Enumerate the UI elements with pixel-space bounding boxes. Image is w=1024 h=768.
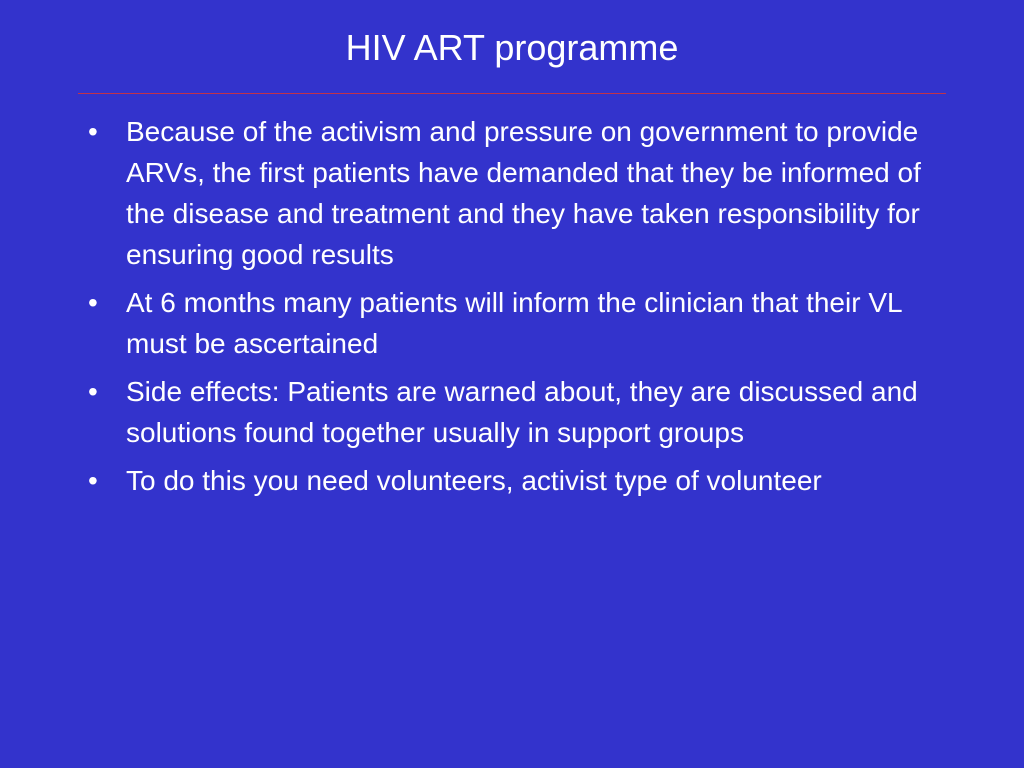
bullet-text: Because of the activism and pressure on government to provide ARVs, the first patients have demanded that they be informed of the disease and treatment and they have taken responsibility for ensuring good results bbox=[126, 116, 921, 270]
bullet-marker: • bbox=[88, 116, 98, 147]
title-divider bbox=[78, 93, 946, 94]
slide-title: HIV ART programme bbox=[345, 27, 679, 68]
bullet-text: Side effects: Patients are warned about, they are discussed and solutions found together usually in support groups bbox=[126, 376, 918, 448]
bullet-marker: • bbox=[88, 287, 98, 318]
bullet-text: To do this you need volunteers, activist type of volunteer bbox=[126, 465, 822, 496]
bullet-item bbox=[84, 282, 944, 364]
bullet-item bbox=[84, 111, 944, 275]
bullet-list bbox=[84, 111, 944, 508]
bullet-item bbox=[84, 371, 944, 453]
bullet-marker: • bbox=[88, 465, 98, 496]
bullet-text: At 6 months many patients will inform the clinician that their VL must be ascertained bbox=[126, 287, 902, 359]
bullet-marker: • bbox=[88, 376, 98, 407]
bullet-item bbox=[84, 460, 944, 501]
